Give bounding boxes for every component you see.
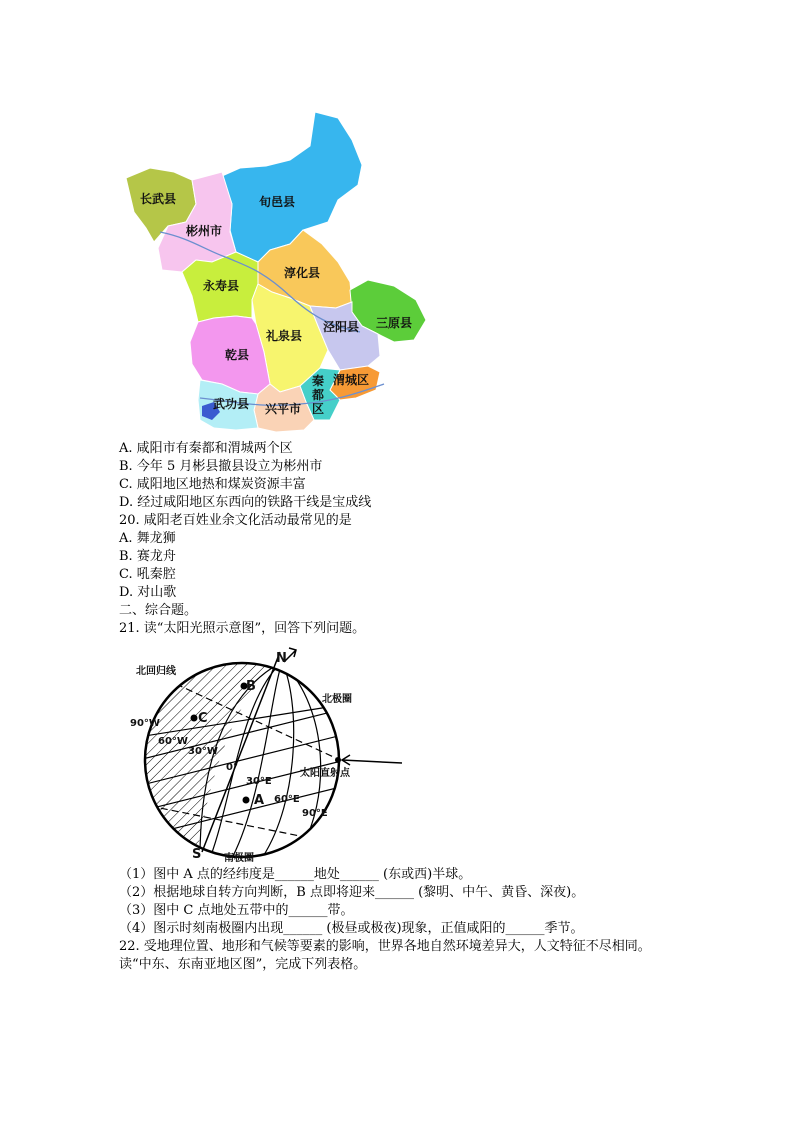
lon-0-label: 0° <box>226 762 238 773</box>
q22-stem: 22. 受地理位置、地形和气候等要素的影响，世界各地自然环境差异大，人文特征不尽相同。读“中东、东南亚地区图”，完成下列表格。 <box>119 939 651 972</box>
map-label-qianxian: 乾县 <box>225 348 250 362</box>
point-c-label: C <box>198 711 208 726</box>
point-b-label: B <box>246 679 256 694</box>
map-label-liquan: 礼泉县 <box>266 329 303 343</box>
q21-item-4: （4）图示时刻南极圈内出现______ (极昼或极夜)现象，正值咸阳的______季节。 <box>119 921 584 936</box>
subsolar-point-label: 太阳直射点 <box>300 768 350 779</box>
q19-option-c: C. 咸阳地区地热和煤炭资源丰富 <box>119 477 306 492</box>
north-label: N <box>276 651 287 666</box>
lon-30w-label: 30°W <box>188 746 218 757</box>
map-label-qindu-3: 区 <box>312 402 325 416</box>
map-label-qindu-1: 秦 <box>312 374 325 388</box>
antarctic-circle-label: 南极圈 <box>224 853 254 864</box>
lon-90w-label: 90°W <box>130 718 160 729</box>
map-label-weicheng: 渭城区 <box>333 373 370 387</box>
map-label-qindu-2: 都 <box>312 388 325 402</box>
q20-stem: 20. 咸阳老百姓业余文化活动最常见的是 <box>119 513 352 528</box>
map-label-jingyang: 泾阳县 <box>323 320 360 334</box>
lon-30e-label: 30°E <box>246 776 272 787</box>
lon-60e-label: 60°E <box>274 794 300 805</box>
map-label-wugong: 武功县 <box>213 397 250 411</box>
south-label: S <box>192 847 202 862</box>
map-label-chunhua: 淳化县 <box>284 266 321 280</box>
q19-option-a: A. 咸阳市有秦都和渭城两个区 <box>119 441 293 456</box>
map-label-xingping: 兴平市 <box>265 402 302 416</box>
map-label-changwu: 长武县 <box>140 192 177 206</box>
map-label-binzhou: 彬州市 <box>186 224 223 238</box>
q21-item-1: （1）图中 A 点的经纬度是______地处______ (东或西)半球。 <box>119 867 472 882</box>
q20-option-c: C. 吼秦腔 <box>119 567 176 582</box>
q19-option-d: D. 经过咸阳地区东西向的铁路干线是宝成线 <box>119 495 372 510</box>
point-a-label: A <box>254 793 265 808</box>
q19-option-b: B. 今年 5 月彬县撤县设立为彬州市 <box>119 459 323 474</box>
map-label-xunyi: 旬邑县 <box>259 195 296 209</box>
q21-item-2: （2）根据地球自转方向判断，B 点即将迎来______ (黎明、中午、黄昏、深夜)。 <box>119 885 585 900</box>
q21-stem: 21. 读“太阳光照示意图”，回答下列问题。 <box>119 621 366 636</box>
map-label-yongshou: 永寿县 <box>203 279 240 293</box>
q20-option-a: A. 舞龙狮 <box>119 531 176 546</box>
lon-60w-label: 60°W <box>158 736 188 747</box>
q21-item-3: （3）图中 C 点地处五带中的______带。 <box>119 903 354 918</box>
lon-90e-label: 90°E <box>302 808 328 819</box>
sunlight-diagram <box>118 642 418 864</box>
arctic-circle-label: 北极圈 <box>322 694 352 705</box>
q20-option-d: D. 对山歌 <box>119 585 177 600</box>
q20-option-b: B. 赛龙舟 <box>119 549 176 564</box>
xianyang-county-map <box>118 108 438 438</box>
section-heading: 二、综合题。 <box>119 603 198 618</box>
tropic-cancer-label: 北回归线 <box>136 666 176 677</box>
map-label-sanyuan: 三原县 <box>376 316 413 330</box>
